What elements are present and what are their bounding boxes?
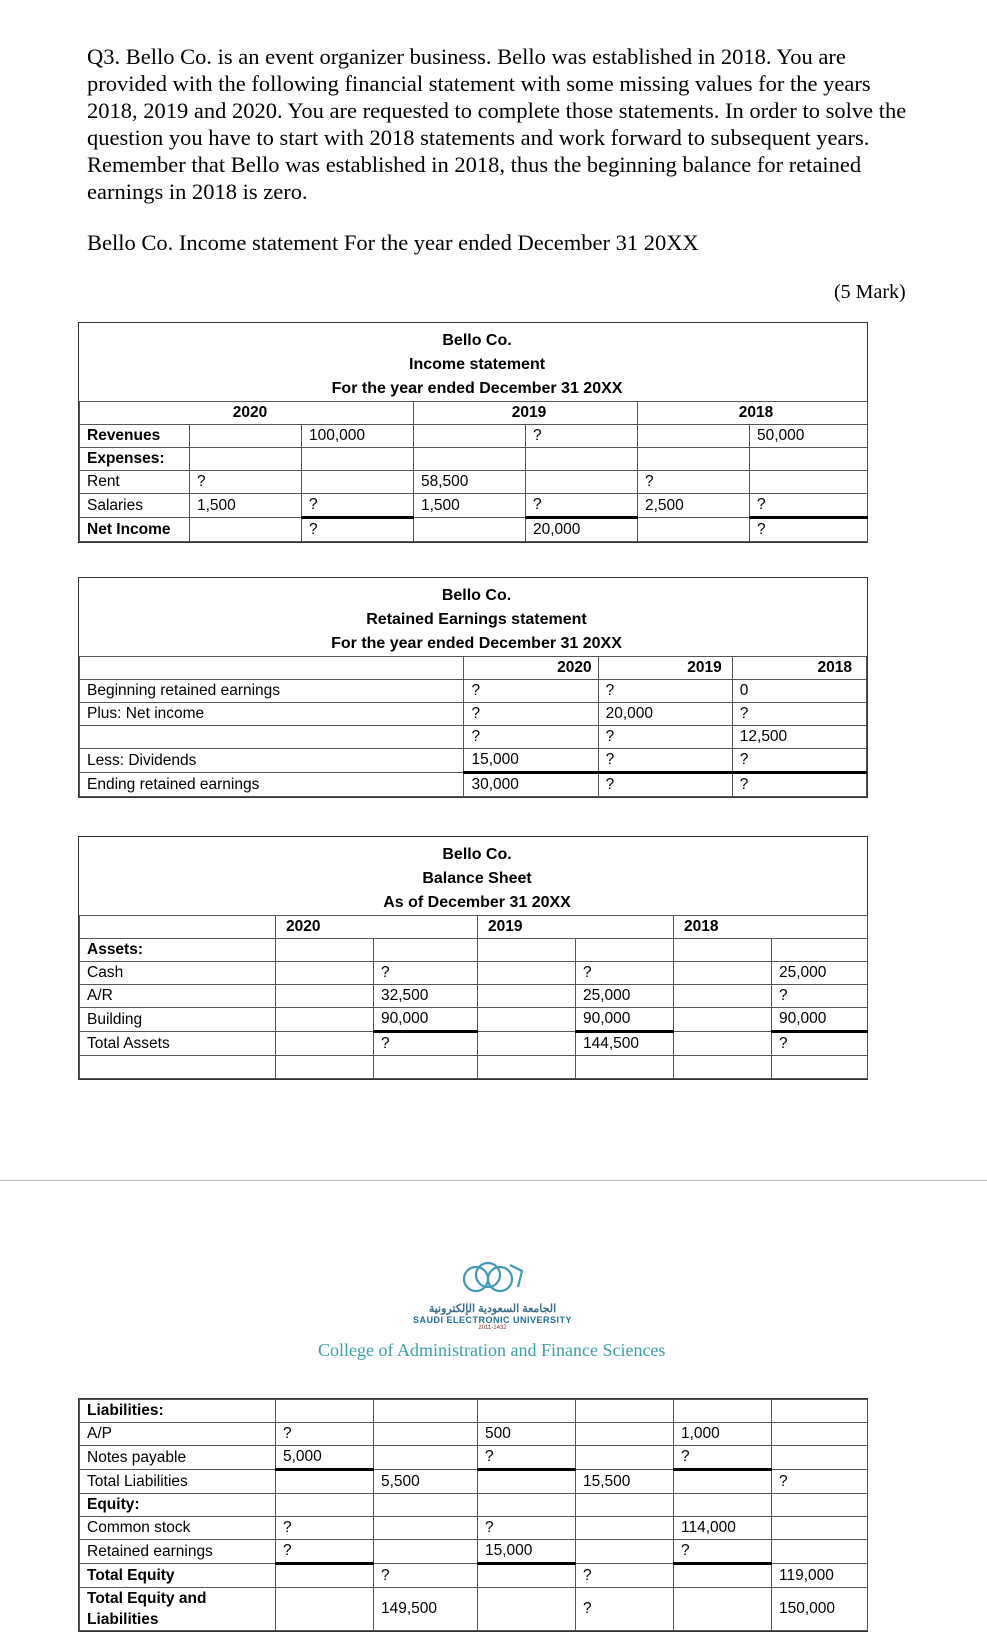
row-label: Total Liabilities bbox=[80, 1470, 276, 1494]
retained-earnings-table bbox=[78, 577, 868, 798]
cell: ? bbox=[674, 1446, 772, 1470]
income-title: Income statement bbox=[409, 356, 546, 373]
cell: ? bbox=[598, 680, 732, 703]
cell: 25,000 bbox=[576, 985, 674, 1008]
row-label: A/R bbox=[80, 985, 276, 1008]
cell: 30,000 bbox=[464, 773, 598, 797]
bs-title: Balance Sheet bbox=[422, 870, 532, 887]
cell: ? bbox=[638, 471, 750, 494]
cell: 20,000 bbox=[526, 518, 638, 542]
cell: 20,000 bbox=[598, 703, 732, 726]
bs-period: As of December 31 20XX bbox=[383, 894, 571, 911]
cell: ? bbox=[576, 1588, 674, 1631]
cell: 50,000 bbox=[750, 425, 868, 448]
cell: ? bbox=[190, 471, 302, 494]
bs-year-2018: 2018 bbox=[674, 916, 868, 939]
cell: ? bbox=[302, 518, 414, 542]
cell: 5,000 bbox=[276, 1446, 374, 1470]
income-year-2018: 2018 bbox=[638, 402, 868, 425]
page-divider bbox=[0, 1180, 987, 1181]
balance-sheet-liabilities-table bbox=[78, 1398, 868, 1632]
cell: ? bbox=[276, 1540, 374, 1564]
row-label: Salaries bbox=[80, 494, 190, 518]
cell: ? bbox=[276, 1517, 374, 1540]
cell: ? bbox=[598, 726, 732, 749]
row-label: Assets: bbox=[80, 939, 276, 962]
re-year-2020: 2020 bbox=[464, 657, 598, 680]
balance-sheet-assets-table bbox=[78, 836, 868, 1080]
cell: ? bbox=[732, 703, 866, 726]
row-label: Expenses: bbox=[80, 448, 190, 471]
statement-subtitle: Bello Co. Income statement For the year ended December 31 20XX bbox=[87, 230, 699, 255]
cell: 1,000 bbox=[674, 1423, 772, 1446]
cell: 1,500 bbox=[190, 494, 302, 518]
university-logo bbox=[385, 1257, 600, 1331]
cell: ? bbox=[732, 749, 866, 773]
cell: ? bbox=[732, 773, 866, 797]
cell: 114,000 bbox=[674, 1517, 772, 1540]
cell: 1,500 bbox=[414, 494, 526, 518]
logo-years-text: 2011-1432 bbox=[478, 1325, 507, 1331]
row-label: Retained earnings bbox=[80, 1540, 276, 1564]
cell: ? bbox=[526, 494, 638, 518]
cell: ? bbox=[276, 1423, 374, 1446]
cell: ? bbox=[464, 726, 598, 749]
income-year-2019: 2019 bbox=[414, 402, 638, 425]
logo-arabic-text: الجامعة السعودية الإلكترونية bbox=[428, 1303, 557, 1315]
cell: 2,500 bbox=[638, 494, 750, 518]
re-period: For the year ended December 31 20XX bbox=[331, 635, 622, 652]
cell: 0 bbox=[732, 680, 866, 703]
cell: 149,500 bbox=[374, 1588, 478, 1631]
bs-company: Bello Co. bbox=[442, 846, 512, 863]
cell: 90,000 bbox=[576, 1008, 674, 1032]
cell: ? bbox=[374, 1564, 478, 1588]
bs-year-2019: 2019 bbox=[478, 916, 674, 939]
cell: 58,500 bbox=[414, 471, 526, 494]
cell: ? bbox=[464, 680, 598, 703]
income-company: Bello Co. bbox=[442, 332, 512, 349]
row-label: Equity: bbox=[80, 1494, 276, 1517]
row-label: Beginning retained earnings bbox=[80, 680, 464, 703]
re-company: Bello Co. bbox=[441, 587, 512, 604]
cell: ? bbox=[750, 518, 868, 542]
row-label: Rent bbox=[80, 471, 190, 494]
row-label: Liabilities: bbox=[80, 1400, 276, 1423]
cell: ? bbox=[576, 1564, 674, 1588]
cell: 90,000 bbox=[772, 1008, 868, 1032]
row-label: Total Assets bbox=[80, 1032, 276, 1056]
mark-label: (5 Mark) bbox=[834, 281, 906, 303]
cell: 15,000 bbox=[478, 1540, 576, 1564]
cell: 15,000 bbox=[464, 749, 598, 773]
college-name: College of Administration and Finance Sciences bbox=[318, 1340, 666, 1360]
row-label: A/P bbox=[80, 1423, 276, 1446]
row-label: Revenues bbox=[80, 425, 190, 448]
cell: 5,500 bbox=[374, 1470, 478, 1494]
row-label: Net Income bbox=[80, 518, 190, 542]
cell: 12,500 bbox=[732, 726, 866, 749]
cell: 100,000 bbox=[302, 425, 414, 448]
cell: ? bbox=[374, 962, 478, 985]
row-label: Less: Dividends bbox=[80, 749, 464, 773]
cell: ? bbox=[772, 1470, 868, 1494]
cell: ? bbox=[772, 1032, 868, 1056]
cell: ? bbox=[576, 962, 674, 985]
cell: ? bbox=[374, 1032, 478, 1056]
cell: ? bbox=[598, 749, 732, 773]
cell: 500 bbox=[478, 1423, 576, 1446]
row-label: Common stock bbox=[80, 1517, 276, 1540]
income-year-2020: 2020 bbox=[80, 402, 414, 425]
income-period: For the year ended December 31 20XX bbox=[331, 380, 623, 397]
cell: 144,500 bbox=[576, 1032, 674, 1056]
row-label: Notes payable bbox=[80, 1446, 276, 1470]
bs-year-2020: 2020 bbox=[276, 916, 478, 939]
question-text: Q3. Bello Co. is an event organizer business. Bello was established in 2018. You are provided with the following financial statement with some missing values for the years 2018, 2019 and 2020. You are requested to complete those statements. In order to solve the question you have to start with 2018 statements and work forward to subsequent years. Remember that Bello was established in 2018, thus the beginning balance for retained earnings in 2018 is zero. bbox=[87, 44, 907, 204]
cell: 90,000 bbox=[374, 1008, 478, 1032]
cell: 25,000 bbox=[772, 962, 868, 985]
cell: 150,000 bbox=[772, 1588, 868, 1631]
row-label: Total Equity and Liabilities bbox=[80, 1588, 276, 1631]
row-label: Ending retained earnings bbox=[80, 773, 464, 797]
cell: 32,500 bbox=[374, 985, 478, 1008]
income-statement-table bbox=[78, 322, 868, 543]
cell: 15,500 bbox=[576, 1470, 674, 1494]
cell: ? bbox=[598, 773, 732, 797]
cell: ? bbox=[302, 494, 414, 518]
cell: ? bbox=[478, 1517, 576, 1540]
row-label: Total Equity bbox=[80, 1564, 276, 1588]
cell: ? bbox=[674, 1540, 772, 1564]
row-label: Plus: Net income bbox=[80, 703, 464, 726]
cell: ? bbox=[772, 985, 868, 1008]
re-year-2019: 2019 bbox=[598, 657, 732, 680]
row-label: Building bbox=[80, 1008, 276, 1032]
university-logo-icon bbox=[458, 1257, 528, 1297]
cell: 119,000 bbox=[772, 1564, 868, 1588]
re-title: Retained Earnings statement bbox=[366, 611, 587, 628]
cell: ? bbox=[464, 703, 598, 726]
logo-english-text: SAUDI ELECTRONIC UNIVERSITY bbox=[412, 1315, 572, 1325]
cell: ? bbox=[478, 1446, 576, 1470]
cell: ? bbox=[750, 494, 868, 518]
row-label: Cash bbox=[80, 962, 276, 985]
cell: ? bbox=[526, 425, 638, 448]
re-year-2018: 2018 bbox=[732, 657, 866, 680]
